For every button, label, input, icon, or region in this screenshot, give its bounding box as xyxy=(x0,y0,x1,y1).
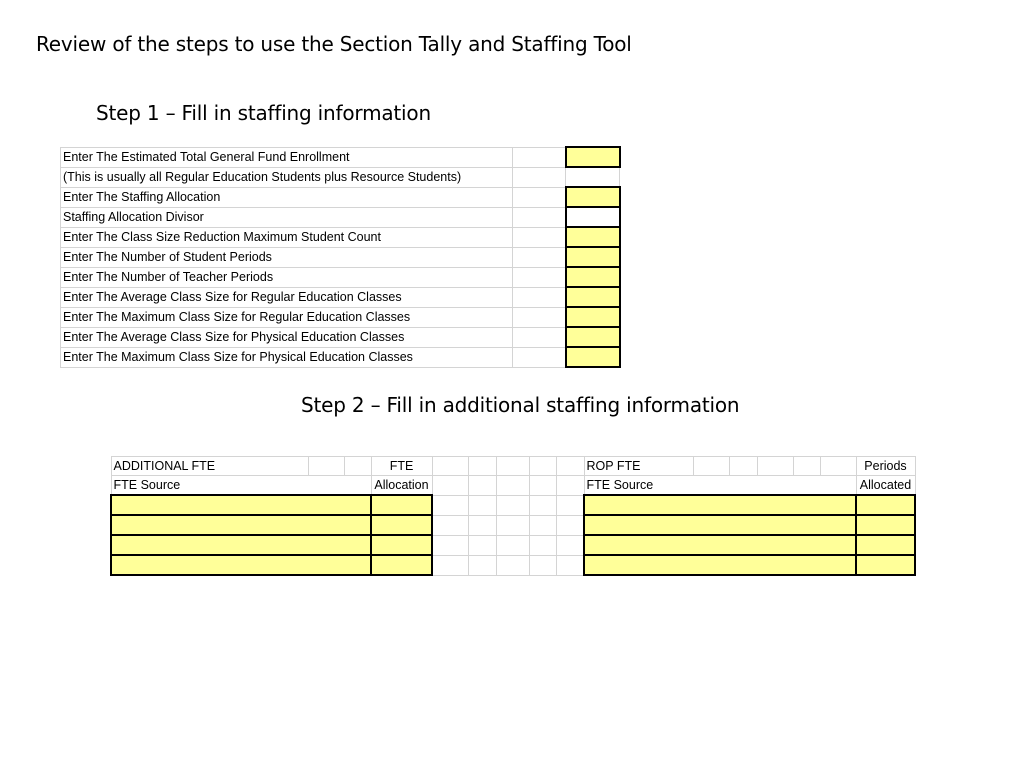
table-row xyxy=(61,187,620,207)
table-row xyxy=(111,535,915,555)
avg-regular-class-input[interactable] xyxy=(566,287,620,307)
right-allocated-input[interactable] xyxy=(856,515,915,535)
teacher-periods-input[interactable] xyxy=(566,267,620,287)
table-row xyxy=(111,476,915,496)
left-fte-source-input[interactable] xyxy=(111,495,371,515)
additional-fte-header: ADDITIONAL FTE xyxy=(111,457,295,476)
step1-heading: Step 1 – Fill in staffing information xyxy=(96,101,431,125)
avg-regular-class-label: Enter The Average Class Size for Regular Education Classes xyxy=(61,287,462,307)
table-row xyxy=(61,247,620,267)
avg-pe-class-input[interactable] xyxy=(566,327,620,347)
left-allocation-input[interactable] xyxy=(371,515,432,535)
right-fte-source-input[interactable] xyxy=(584,535,856,555)
student-periods-label: Enter The Number of Student Periods xyxy=(61,247,462,267)
teacher-periods-label: Enter The Number of Teacher Periods xyxy=(61,267,462,287)
fte-column-header: FTE xyxy=(371,457,432,476)
left-fte-source-input[interactable] xyxy=(111,535,371,555)
table-row xyxy=(61,207,620,227)
table-row xyxy=(111,515,915,535)
max-regular-class-label: Enter The Maximum Class Size for Regular Education Classes xyxy=(61,307,462,327)
rop-fte-header: ROP FTE xyxy=(584,457,681,476)
student-periods-input[interactable] xyxy=(566,247,620,267)
right-allocated-input[interactable] xyxy=(856,535,915,555)
slide-title: Review of the steps to use the Section Tally and Staffing Tool xyxy=(36,32,632,56)
table-row xyxy=(61,327,620,347)
table-row xyxy=(61,227,620,247)
staffing-allocation-label: Enter The Staffing Allocation xyxy=(61,187,462,207)
left-fte-source-input[interactable] xyxy=(111,555,371,575)
allocation-column-header: Allocation xyxy=(371,476,432,496)
staffing-info-table xyxy=(60,146,621,368)
class-size-reduction-input[interactable] xyxy=(566,227,620,247)
max-regular-class-input[interactable] xyxy=(566,307,620,327)
enrollment-note-label: (This is usually all Regular Education Students plus Resource Students) xyxy=(61,167,462,187)
periods-column-header: Periods xyxy=(856,457,915,476)
max-pe-class-input[interactable] xyxy=(566,347,620,367)
avg-pe-class-label: Enter The Average Class Size for Physical Education Classes xyxy=(61,327,462,347)
left-allocation-input[interactable] xyxy=(371,495,432,515)
right-fte-source-header: FTE Source xyxy=(584,476,856,496)
step2-heading: Step 2 – Fill in additional staffing information xyxy=(301,393,740,417)
estimated-enrollment-input[interactable] xyxy=(566,147,620,167)
table-row xyxy=(61,307,620,327)
allocation-divisor-cell xyxy=(566,207,620,227)
max-pe-class-label: Enter The Maximum Class Size for Physical Education Classes xyxy=(61,347,462,367)
estimated-enrollment-label: Enter The Estimated Total General Fund Enrollment xyxy=(61,147,462,167)
right-fte-source-input[interactable] xyxy=(584,495,856,515)
right-allocated-input[interactable] xyxy=(856,495,915,515)
right-fte-source-input[interactable] xyxy=(584,515,856,535)
staffing-allocation-input[interactable] xyxy=(566,187,620,207)
left-fte-source-input[interactable] xyxy=(111,515,371,535)
table-row xyxy=(111,457,915,476)
left-allocation-input[interactable] xyxy=(371,555,432,575)
allocation-divisor-label: Staffing Allocation Divisor xyxy=(61,207,462,227)
table-row xyxy=(61,147,620,167)
table-row xyxy=(61,167,620,187)
table-row xyxy=(61,287,620,307)
table-row xyxy=(111,555,915,575)
right-fte-source-input[interactable] xyxy=(584,555,856,575)
right-allocated-input[interactable] xyxy=(856,555,915,575)
table-row xyxy=(111,495,915,515)
left-fte-source-header: FTE Source xyxy=(111,476,371,496)
class-size-reduction-label: Enter The Class Size Reduction Maximum Student Count xyxy=(61,227,462,247)
allocated-column-header: Allocated xyxy=(856,476,915,496)
additional-staffing-table xyxy=(110,456,916,576)
table-row xyxy=(61,347,620,367)
left-allocation-input[interactable] xyxy=(371,535,432,555)
table-row xyxy=(61,267,620,287)
